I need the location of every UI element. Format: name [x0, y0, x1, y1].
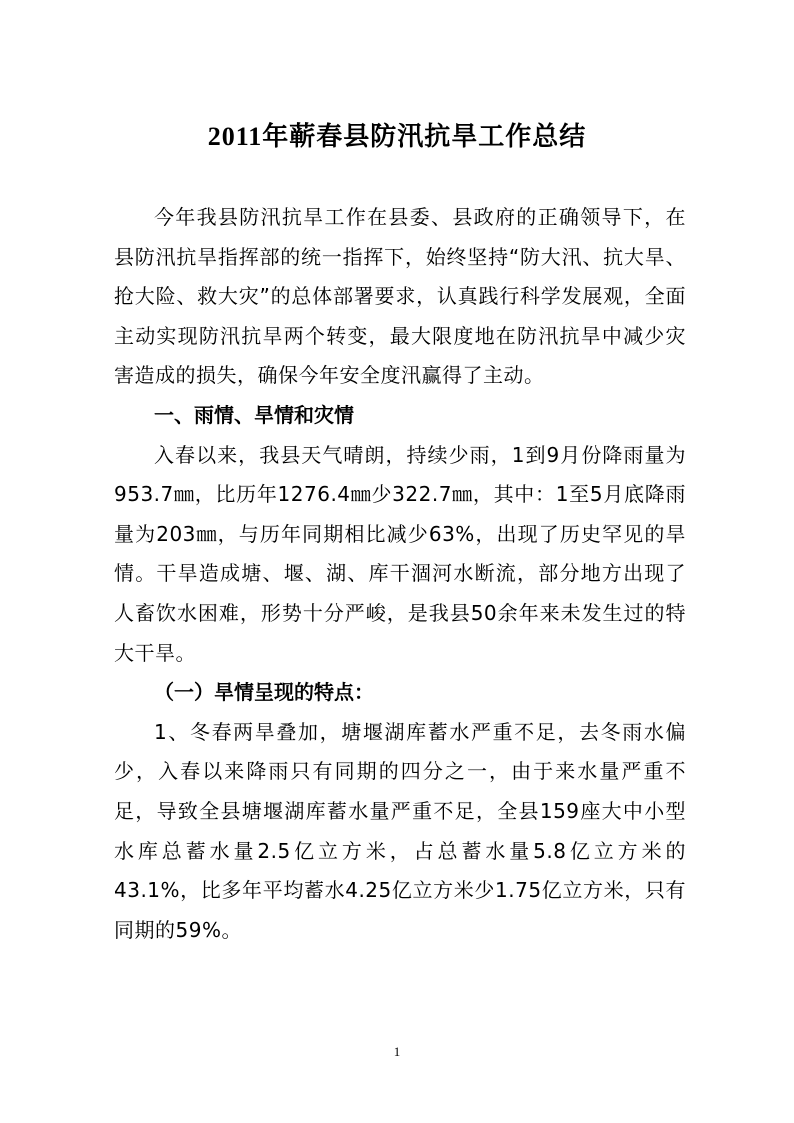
document-body [114, 198, 686, 950]
paragraph-intro: 今年我县防汛抗旱工作在县委、县政府的正确领导下，在县防汛抗旱指挥部的统一指挥下，始终坚持“防大汛、抗大旱、抢大险、救大灾”的总体部署要求，认真践行科学发展观，全面主动实现防汛抗旱两个转变，最大限度地在防汛抗旱中减少灾害造成的损失，确保今年安全度汛赢得了主动。 [114, 205, 686, 388]
paragraph-reservoir-storage: 1、冬春两旱叠加，塘堰湖库蓄水严重不足，去冬雨水偏少，入春以来降雨只有同期的四分之一，由于来水量严重不足，导致全县塘堰湖库蓄水量严重不足，全县159座大中小型水库总蓄水量2.5亿立方米，占总蓄水量5.8亿立方米的43.1%，比多年平均蓄水4.25亿立方米少1.75亿立方米，只有同期的59%。 [114, 719, 686, 942]
paragraph-rainfall: 入春以来，我县天气晴朗，持续少雨，1到9月份降雨量为953.7㎜，比历年1276.4㎜少322.7㎜，其中：1至5月底降雨量为203㎜，与历年同期相比减少63%，出现了历史罕见的旱情。干旱造成塘、堰、湖、库干涸河水断流，部分地方出现了人畜饮水困难，形势十分严峻，是我县50余年来未发生过的特大干旱。 [114, 442, 686, 665]
page-number: 1 [393, 1044, 401, 1059]
subsection-heading-drought-features: （一）旱情呈现的特点： [154, 680, 374, 705]
document-title: 2011年蕲春县防汛抗旱工作总结 [207, 122, 587, 151]
section-heading-rain-drought-disaster: 一、雨情、旱情和灾情 [154, 402, 354, 427]
